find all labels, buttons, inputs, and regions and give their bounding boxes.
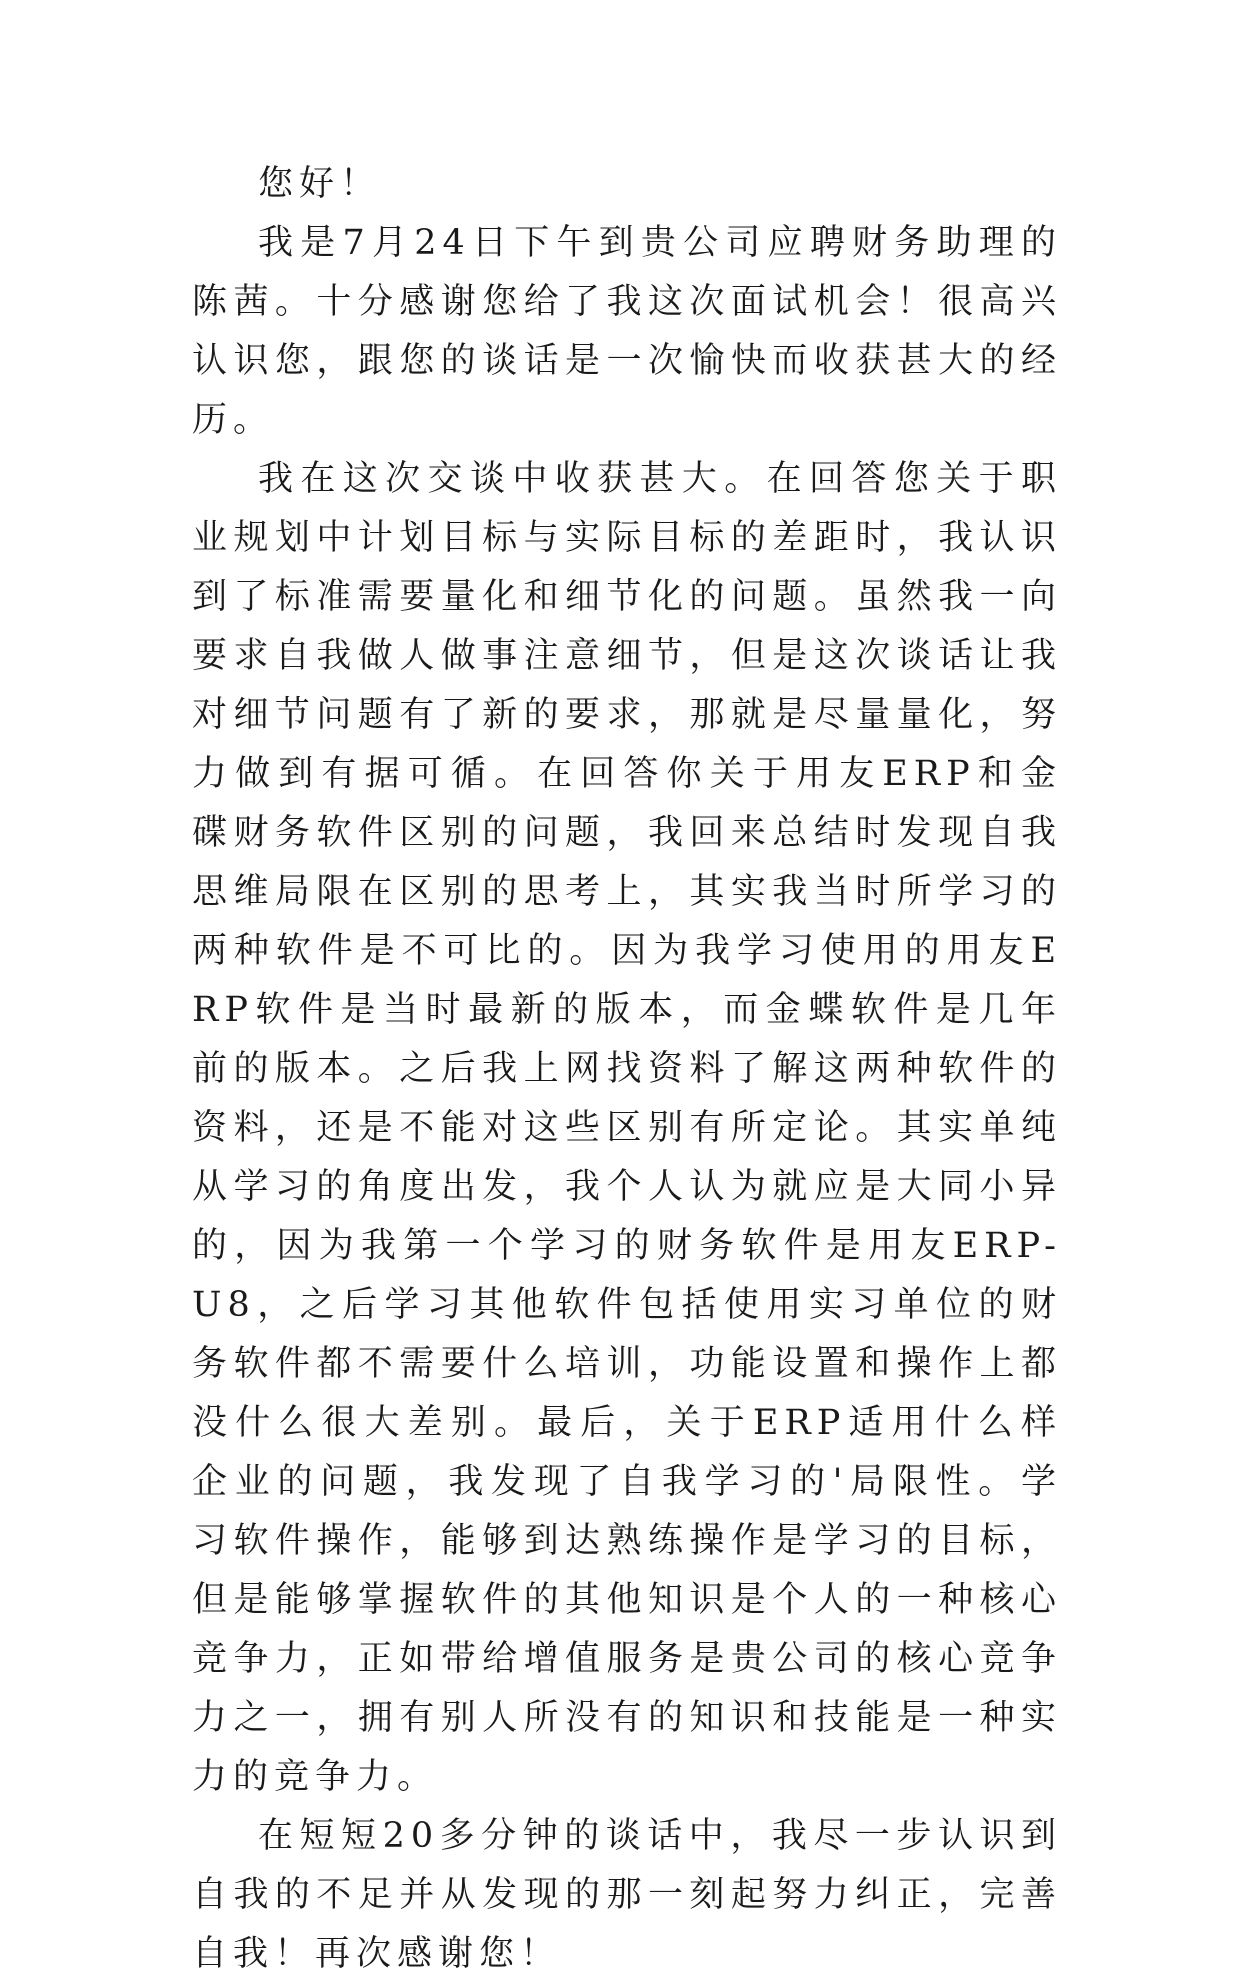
closing-paragraph: 在短短20多分钟的谈话中，我尽一步认识到自我的不足并从发现的那一刻起努力纠正，完善自我！再次感谢您！ xyxy=(192,1816,1062,1974)
greeting-paragraph: 您好！ xyxy=(258,164,382,204)
main-paragraph: 我在这次交谈中收获甚大。在回答您关于职业规划中计划目标与实际目标的差距时，我认识到了标准需要量化和细节化的问题。虽然我一向要求自我做人做事注意细节，但是这次谈话让我对细节问题有了新的要求，那就是尽量量化，努力做到有据可循。在回答你关于用友ERP和金碟财务软件区别的问题，我回来总结时发现自我思维局限在区别的思考上，其实我当时所学习的两种软件是不可比的。因为我学习使用的用友ERP软件是当时最新的版本，而金蝶软件是几年前的版本。之后我上网找资料了解这两种软件的资料，还是不能对这些区别有所定论。其实单纯从学习的角度出发，我个人认为就应是大同小异的，因为我第一个学习的财务软件是用友ERP-U8，之后学习其他软件包括使用实习单位的财务软件都不需要什么培训，功能设置和操作上都没什么很大差别。最后，关于ERP适用什么样企业的问题，我发现了自我学习的'局限性。学习软件操作，能够到达熟练操作是学习的目标，但是能够掌握软件的其他知识是个人的一种核心竞争力，正如带给增值服务是贵公司的核心竞争力之一，拥有别人所没有的知识和技能是一种实力的竞争力。 xyxy=(192,459,1062,1797)
intro-paragraph: 我是7月24日下午到贵公司应聘财务助理的陈茜。十分感谢您给了我这次面试机会！很高兴认识您，跟您的谈话是一次愉快而收获甚大的经历。 xyxy=(192,223,1062,440)
letter-body xyxy=(192,155,1062,1984)
